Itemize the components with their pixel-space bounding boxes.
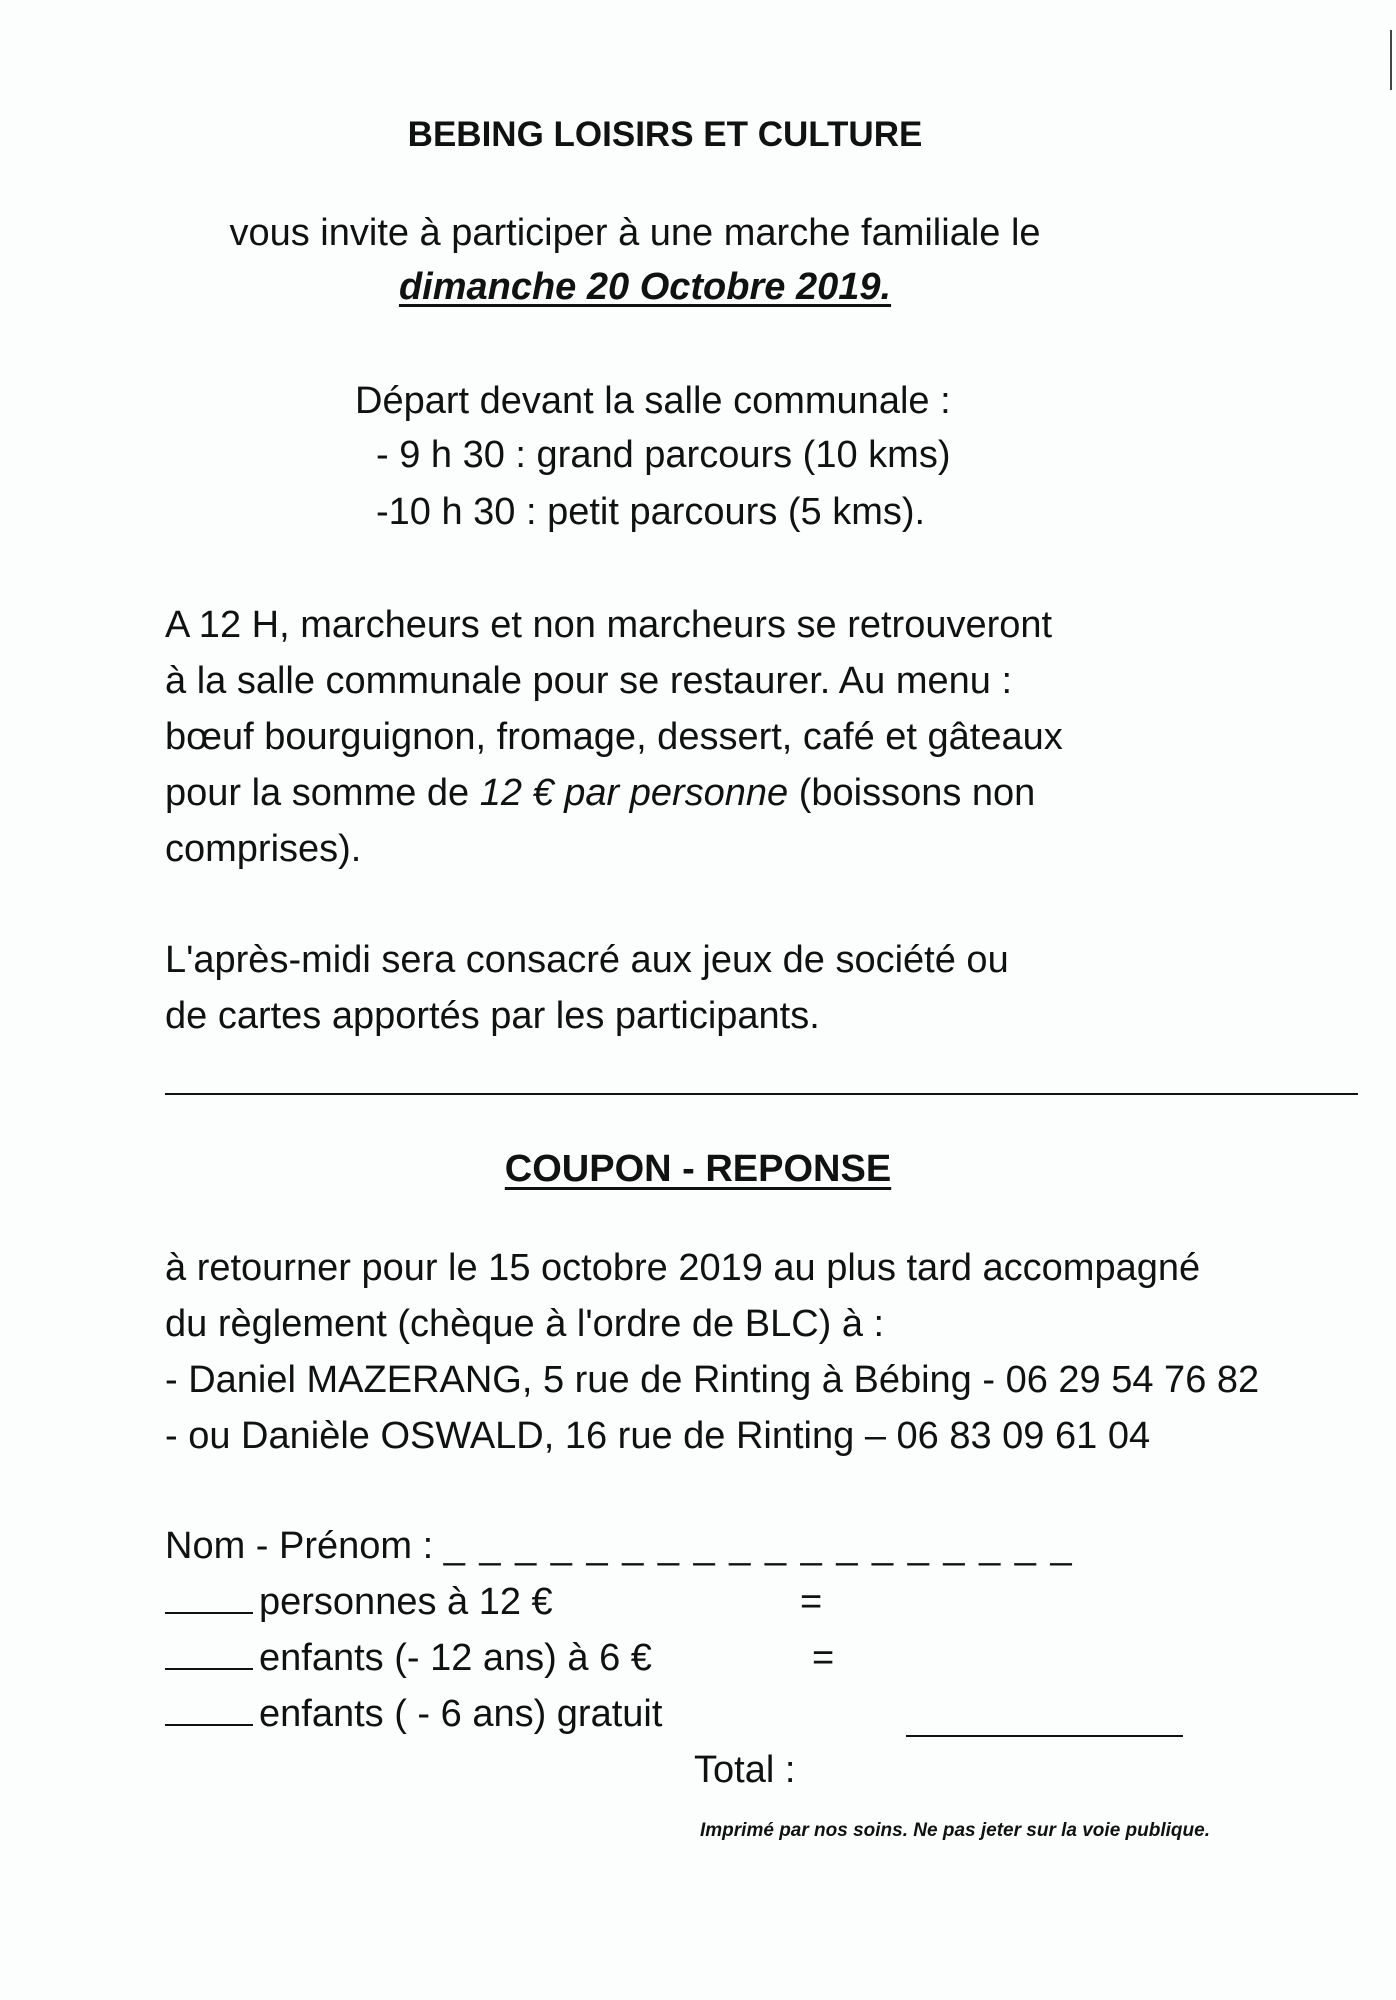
event-date-text: dimanche 20 Octobre 2019. xyxy=(398,266,892,308)
children-12-equals: = xyxy=(812,1637,835,1679)
children-6-row xyxy=(165,1691,662,1737)
meal-line-3: bœuf bourguignon, fromage, dessert, café et gâteaux xyxy=(165,716,1063,758)
adults-count-field[interactable] xyxy=(165,1582,253,1614)
coupon-title-text: COUPON - REPONSE xyxy=(504,1148,892,1190)
footer-note: Imprimé par nos soins. Ne pas jeter sur la voie publique. xyxy=(700,1820,1210,1841)
name-label: Nom - Prénom : xyxy=(165,1525,434,1567)
children-6-label: enfants ( - 6 ans) gratuit xyxy=(259,1693,663,1735)
departure-long-route: - 9 h 30 : grand parcours (10 kms) xyxy=(376,434,951,476)
scan-edge-mark xyxy=(1390,30,1392,90)
cut-divider xyxy=(165,1093,1358,1095)
afternoon-line-1: L'après-midi sera consacré aux jeux de société ou xyxy=(165,939,1009,981)
meal-price: 12 € par personne xyxy=(479,772,789,814)
total-field[interactable] xyxy=(906,1735,1183,1737)
meal-line-2: à la salle communale pour se restaurer. Au menu : xyxy=(165,660,1013,702)
org-title: BEBING LOISIRS ET CULTURE xyxy=(407,115,923,154)
coupon-return-line-2: du règlement (chèque à l'ordre de BLC) à : xyxy=(165,1303,885,1345)
children-6-count-field[interactable] xyxy=(165,1694,253,1726)
name-field[interactable]: _ _ _ _ _ _ _ _ _ _ _ _ _ _ _ _ _ _ xyxy=(443,1525,1074,1567)
coupon-return-line-1: à retourner pour le 15 octobre 2019 au plus tard accompagné xyxy=(165,1247,1201,1289)
departure-short-route: -10 h 30 : petit parcours (5 kms). xyxy=(376,491,926,533)
children-12-row xyxy=(165,1635,652,1681)
name-field-row xyxy=(165,1523,1074,1569)
adults-row xyxy=(165,1579,553,1625)
meal-price-prefix: pour la somme de xyxy=(165,772,480,814)
meal-line-1: A 12 H, marcheurs et non marcheurs se retrouveront xyxy=(165,604,1053,646)
contact-oswald: - ou Danièle OSWALD, 16 rue de Rinting – 06 83 09 61 04 xyxy=(165,1415,1151,1457)
total-label: Total : xyxy=(694,1749,796,1791)
children-12-count-field[interactable] xyxy=(165,1638,253,1670)
meal-line-4 xyxy=(165,770,1035,816)
contact-mazerang: - Daniel MAZERANG, 5 rue de Rinting à Bébing - 06 29 54 76 82 xyxy=(165,1359,1260,1401)
adults-equals: = xyxy=(800,1581,823,1623)
event-date xyxy=(0,264,1290,310)
meal-line-5: comprises). xyxy=(165,828,362,870)
adults-label: personnes à 12 € xyxy=(259,1581,553,1623)
meal-price-suffix: (boissons non xyxy=(788,772,1036,814)
departure-heading: Départ devant la salle communale : xyxy=(355,380,951,422)
coupon-title xyxy=(0,1146,1396,1192)
afternoon-line-2: de cartes apportés par les participants. xyxy=(165,995,820,1037)
children-12-label: enfants (- 12 ans) à 6 € xyxy=(259,1637,652,1679)
invite-line: vous invite à participer à une marche familiale le xyxy=(229,212,1041,254)
